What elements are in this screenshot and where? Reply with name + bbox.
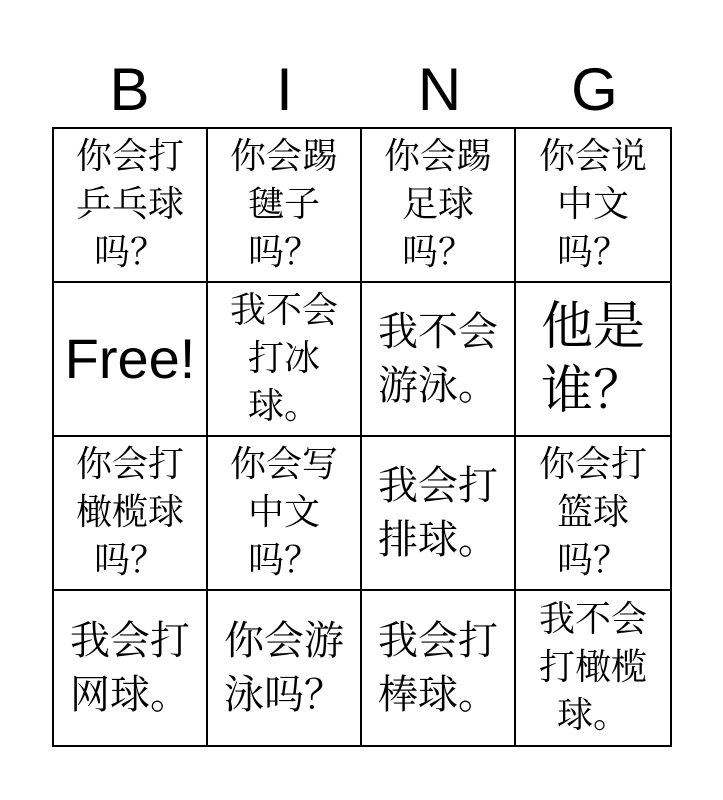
bingo-cell[interactable] <box>208 591 362 745</box>
header-letter-g: G <box>571 56 618 123</box>
header-letter-b: B <box>109 56 150 123</box>
cell-text: 你会写 中文 吗？ <box>229 444 338 581</box>
cell-text: 我不会 打橄榄 球。 <box>538 599 647 736</box>
cell-text: 你会打 橄榄球 吗？ <box>75 444 184 581</box>
cell-text: 你会打 乒乓球 吗？ <box>75 136 184 273</box>
bingo-cell[interactable] <box>362 437 516 591</box>
bingo-cell-free[interactable] <box>54 283 208 437</box>
free-space-text: Free! <box>64 327 196 390</box>
cell-text: 我会打 排球。 <box>378 463 498 563</box>
bingo-cell[interactable] <box>516 283 670 437</box>
cell-text: 你会踢 足球 吗？ <box>383 136 492 273</box>
bingo-grid <box>52 127 672 747</box>
cell-text: 我会打 网球。 <box>70 618 190 718</box>
cell-text: 你会游 泳吗？ <box>224 618 344 718</box>
cell-text: 我不会 游泳。 <box>378 309 498 409</box>
bingo-cell[interactable] <box>516 591 670 745</box>
bingo-cell[interactable] <box>362 591 516 745</box>
header-letter-i: I <box>276 56 293 123</box>
bingo-cell[interactable] <box>54 129 208 283</box>
bingo-cell[interactable] <box>516 129 670 283</box>
bingo-header <box>52 56 672 124</box>
cell-text: 我会打 棒球。 <box>378 618 498 718</box>
bingo-cell[interactable] <box>208 129 362 283</box>
cell-text: 他是 谁？ <box>540 297 645 421</box>
bingo-cell[interactable] <box>516 437 670 591</box>
bingo-cell[interactable] <box>362 283 516 437</box>
bingo-cell[interactable] <box>208 437 362 591</box>
bingo-cell[interactable] <box>54 591 208 745</box>
bingo-cell[interactable] <box>362 129 516 283</box>
cell-text: 你会打 篮球 吗？ <box>538 444 647 581</box>
cell-text: 你会踢 毽子 吗？ <box>229 136 338 273</box>
bingo-cell[interactable] <box>208 283 362 437</box>
cell-text: 我不会 打冰 球。 <box>229 290 338 427</box>
header-letter-n: N <box>417 56 462 123</box>
cell-text: 你会说 中文 吗？ <box>538 136 647 273</box>
bingo-cell[interactable] <box>54 437 208 591</box>
